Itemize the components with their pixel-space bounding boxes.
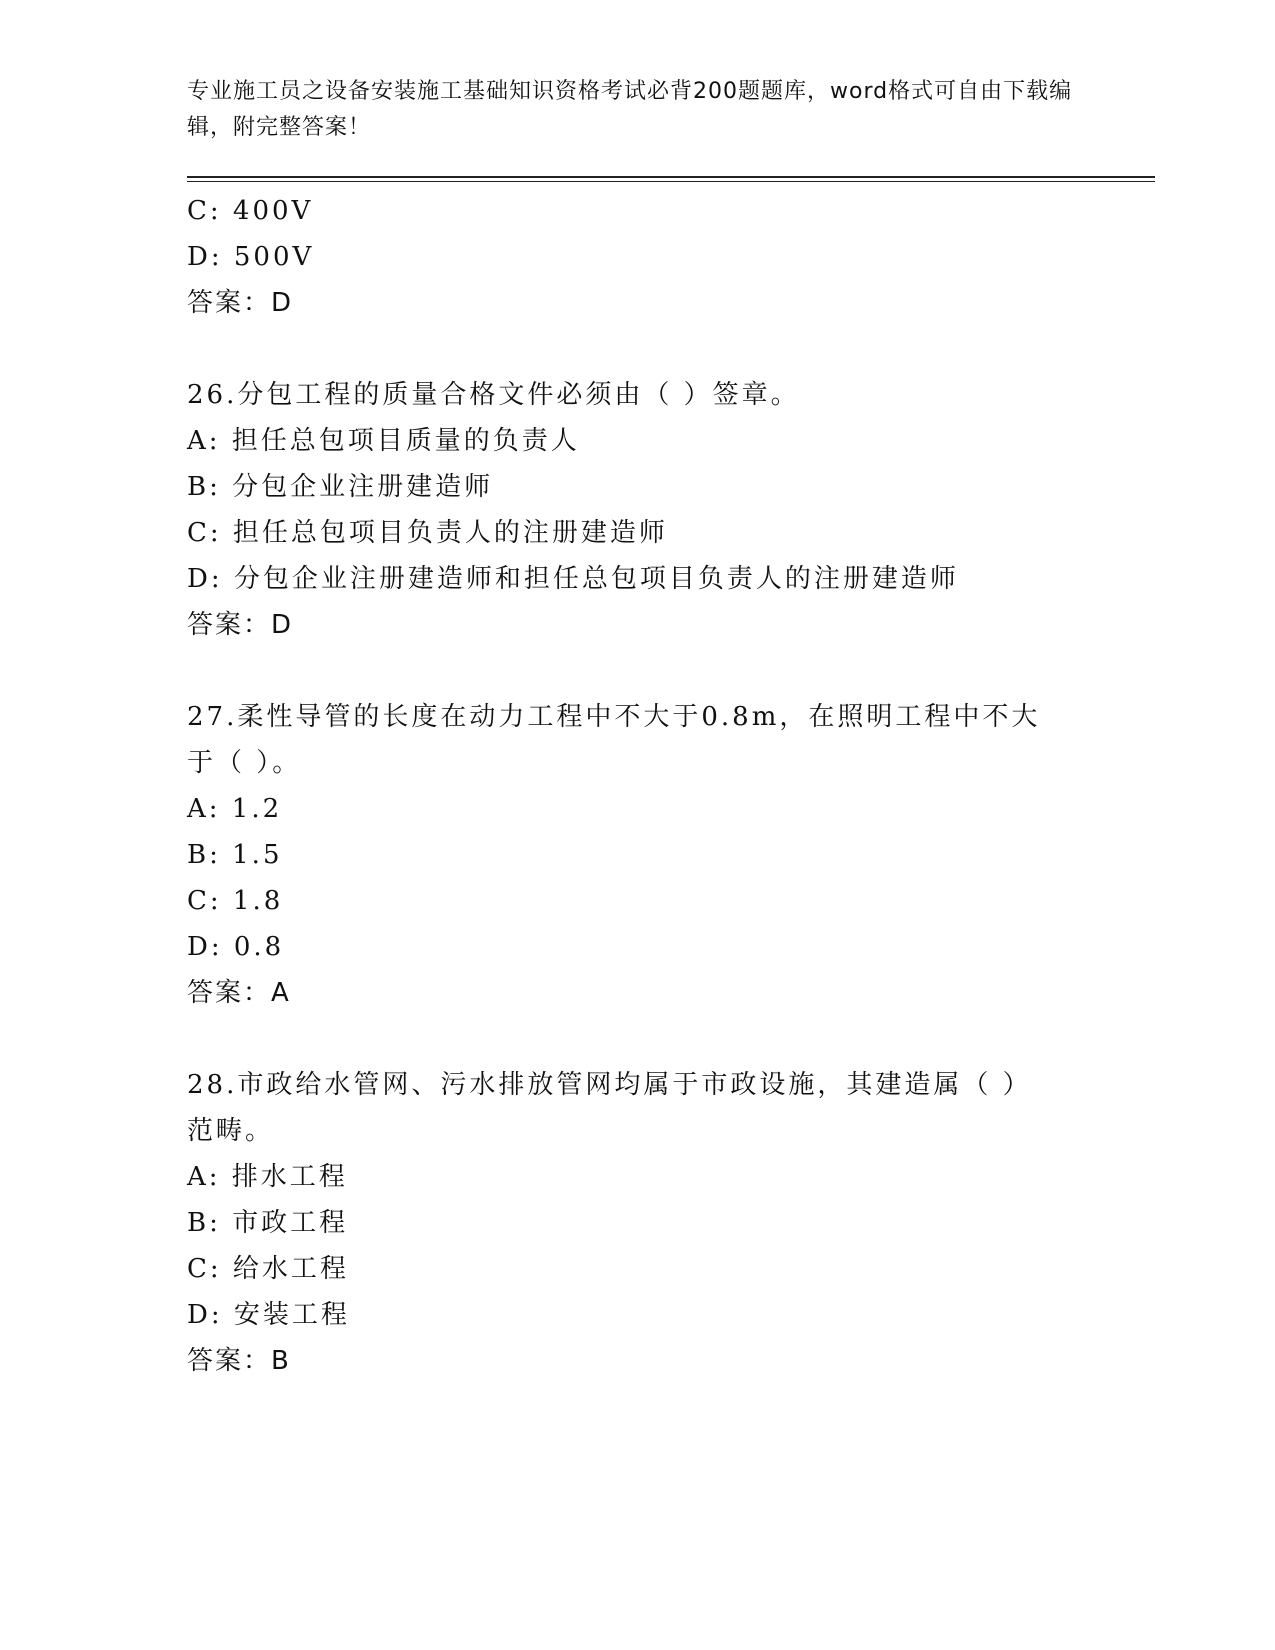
spacer (187, 648, 1087, 694)
spacer (187, 1016, 1087, 1062)
option-d: D: 500V (187, 242, 315, 272)
question-27-block (187, 694, 1087, 1016)
option-c: C: 担任总包项目负责人的注册建造师 (187, 518, 668, 548)
option-a: A: 担任总包项目质量的负责人 (187, 426, 580, 456)
page-header: 专业施工员之设备安装施工基础知识资格考试必背200题题库，word格式可自由下载编辑，附完整答案！ (187, 79, 1073, 140)
option-d: D: 0.8 (187, 932, 285, 962)
option-b: B: 1.5 (187, 840, 283, 870)
option-c: C: 400V (187, 196, 314, 226)
document-body (187, 188, 1087, 1384)
question-text: 28.市政给水管网、污水排放管网均属于市政设施，其建造属（ ）范畴。 (187, 1070, 1032, 1146)
question-26-block (187, 372, 1087, 648)
answer: 答案：D (187, 610, 294, 640)
option-a: A: 排水工程 (187, 1162, 348, 1192)
header-divider-thin (187, 181, 1155, 182)
answer: 答案：A (187, 978, 291, 1008)
option-c: C: 给水工程 (187, 1254, 349, 1284)
question-text: 27.柔性导管的长度在动力工程中不大于0.8m，在照明工程中不大于（ ）。 (187, 702, 1041, 778)
option-b: B: 市政工程 (187, 1208, 349, 1238)
answer: 答案：D (187, 288, 294, 318)
option-d: D: 分包企业注册建造师和担任总包项目负责人的注册建造师 (187, 564, 959, 594)
spacer (187, 326, 1087, 372)
option-c: C: 1.8 (187, 886, 284, 916)
question-text: 26.分包工程的质量合格文件必须由（ ）签章。 (187, 380, 800, 410)
option-a: A: 1.2 (187, 794, 283, 824)
header-divider (187, 176, 1155, 178)
option-b: B: 分包企业注册建造师 (187, 472, 494, 502)
answer: 答案：B (187, 1346, 291, 1376)
option-d: D: 安装工程 (187, 1300, 350, 1330)
question-28-block (187, 1062, 1087, 1384)
question-25-block (187, 188, 1087, 326)
